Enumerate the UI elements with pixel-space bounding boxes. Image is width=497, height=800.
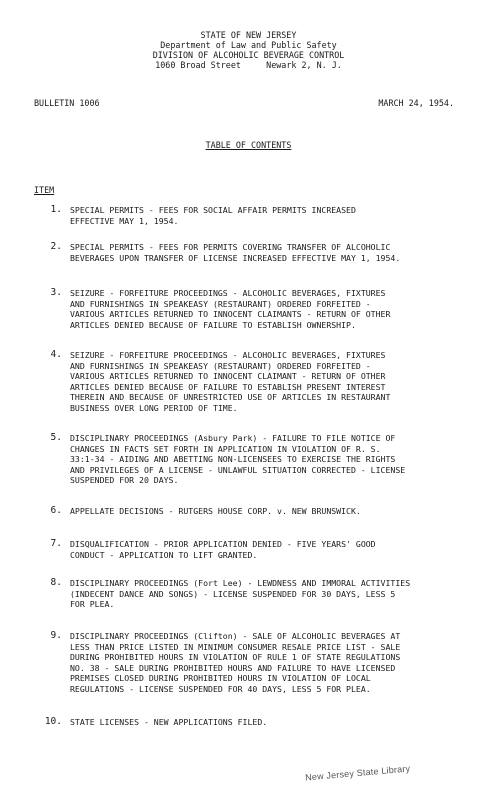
list-item [34, 433, 494, 486]
item-line: STATE LICENSES - NEW APPLICATIONS FILED. [70, 717, 268, 727]
item-line: DISCIPLINARY PROCEEDINGS (Fort Lee) - LEWDNESS AND IMMORAL ACTIVITIES [70, 578, 411, 588]
item-text [70, 631, 494, 695]
item-line: AND FURNISHINGS IN SPEAKEASY (RESTAURANT) ORDERED FORFEITED - [70, 298, 371, 309]
item-number: 2. [50, 241, 62, 252]
item-line: ARTICLES DENIED BECAUSE OF FAILURE TO ESTABLISH OWNERSHIP. [70, 319, 356, 330]
item-line: DISCIPLINARY PROCEEDINGS (Asbury Park) - FAILURE TO FILE NOTICE OF [70, 433, 396, 443]
item-line: 33:1-34 - AIDING AND ABETTING NON-LICENSEES TO EXERCISE THE RIGHTS [70, 454, 396, 465]
item-number: 4. [50, 349, 62, 360]
item-line: EFFECTIVE MAY 1, 1954. [70, 215, 179, 226]
item-line: AND PRIVILEGES OF A LICENSE - UNLAWFUL SITUATION CORRECTED - LICENSE [70, 464, 406, 475]
item-text [70, 717, 494, 728]
item-line: ARTICLES DENIED BECAUSE OF FAILURE TO ESTABLISH PRESENT INTEREST [70, 381, 386, 392]
bulletin-row [34, 98, 454, 108]
item-line: VARIOUS ARTICLES RETURNED TO INNOCENT CLAIMANTS - RETURN OF OTHER [70, 309, 391, 320]
item-line: THEREIN AND BECAUSE OF UNRESTRICTED USE OF ARTICLES IN RESTAURANT [70, 392, 391, 403]
letterhead-address: 1060 Broad Street Newark 2, N. J. [155, 60, 342, 70]
toc-title-text: TABLE OF CONTENTS [205, 140, 292, 150]
library-stamp: New Jersey State Library [304, 763, 411, 783]
item-line: AND FURNISHINGS IN SPEAKEASY (RESTAURANT) ORDERED FORFEITED - [70, 360, 371, 371]
item-line: BUSINESS OVER LONG PERIOD OF TIME. [70, 402, 238, 413]
list-item [34, 539, 494, 560]
item-heading: ITEM [34, 185, 55, 195]
item-text [70, 539, 494, 560]
letterhead [0, 30, 497, 70]
item-line: SPECIAL PERMITS - FEES FOR SOCIAL AFFAIR PERMITS INCREASED [70, 205, 356, 215]
letterhead-department: Department of Law and Public Safety [160, 40, 337, 50]
item-line: APPELLATE DECISIONS - RUTGERS HOUSE CORP. v. NEW BRUNSWICK. [70, 506, 361, 516]
item-text [70, 433, 494, 486]
item-number: 7. [50, 538, 62, 549]
item-line: (INDECENT DANCE AND SONGS) - LICENSE SUSPENDED FOR 30 DAYS, LESS 5 [70, 588, 396, 599]
toc-title [0, 140, 497, 150]
list-item [34, 506, 494, 517]
item-line: NO. 38 - SALE DURING PROHIBITED HOURS AND FAILURE TO HAVE LICENSED [70, 662, 396, 673]
item-text [70, 350, 494, 414]
letterhead-division: DIVISION OF ALCOHOLIC BEVERAGE CONTROL [152, 50, 345, 60]
item-line: BEVERAGES UPON TRANSFER OF LICENSE INCREASED EFFECTIVE MAY 1, 1954. [70, 252, 401, 263]
item-line: FOR PLEA. [70, 599, 115, 610]
item-number: 10. [44, 716, 62, 727]
item-number: 3. [50, 287, 62, 298]
item-number: 8. [50, 577, 62, 588]
list-item [34, 717, 494, 728]
list-item [34, 205, 494, 226]
item-line: SPECIAL PERMITS - FEES FOR PERMITS COVERING TRANSFER OF ALCOHOLIC [70, 242, 391, 252]
item-line: SUSPENDED FOR 20 DAYS. [70, 475, 179, 486]
item-line: DISQUALIFICATION - PRIOR APPLICATION DENIED - FIVE YEARS' GOOD [70, 539, 376, 549]
item-line: DISCIPLINARY PROCEEDINGS (Clifton) - SALE OF ALCOHOLIC BEVERAGES AT [70, 631, 401, 641]
item-number: 1. [50, 204, 62, 215]
letterhead-state: STATE OF NEW JERSEY [200, 30, 297, 40]
item-number: 9. [50, 630, 62, 641]
item-text [70, 288, 494, 330]
item-line: PREMISES CLOSED DURING PROHIBITED HOURS IN VIOLATION OF LOCAL [70, 673, 371, 684]
item-line: REGULATIONS - LICENSE SUSPENDED FOR 40 DAYS, LESS 5 FOR PLEA. [70, 683, 371, 694]
item-text [70, 578, 494, 610]
item-text [70, 242, 494, 263]
list-item [34, 242, 494, 263]
item-line: CHANGES IN FACTS SET FORTH IN APPLICATION IN VIOLATION OF R. S. [70, 443, 381, 454]
bulletin-number: BULLETIN 1006 [34, 98, 100, 108]
list-item [34, 288, 494, 330]
list-item [34, 578, 494, 610]
item-line: VARIOUS ARTICLES RETURNED TO INNOCENT CLAIMANT - RETURN OF OTHER [70, 371, 386, 382]
item-text [70, 506, 494, 517]
item-line: DURING PROHIBITED HOURS IN VIOLATION OF RULE 1 OF STATE REGULATIONS [70, 652, 401, 663]
item-line: CONDUCT - APPLICATION TO LIFT GRANTED. [70, 549, 258, 560]
list-item [34, 350, 494, 414]
item-text [70, 205, 494, 226]
item-line: SEIZURE - FORFEITURE PROCEEDINGS - ALCOHOLIC BEVERAGES, FIXTURES [70, 288, 386, 298]
item-number: 6. [50, 505, 62, 516]
item-line: SEIZURE - FORFEITURE PROCEEDINGS - ALCOHOLIC BEVERAGES, FIXTURES [70, 350, 386, 360]
bulletin-date: MARCH 24, 1954. [378, 98, 454, 108]
list-item [34, 631, 494, 695]
item-number: 5. [50, 432, 62, 443]
item-line: LESS THAN PRICE LISTED IN MINIMUM CONSUMER RESALE PRICE LIST - SALE [70, 641, 401, 652]
